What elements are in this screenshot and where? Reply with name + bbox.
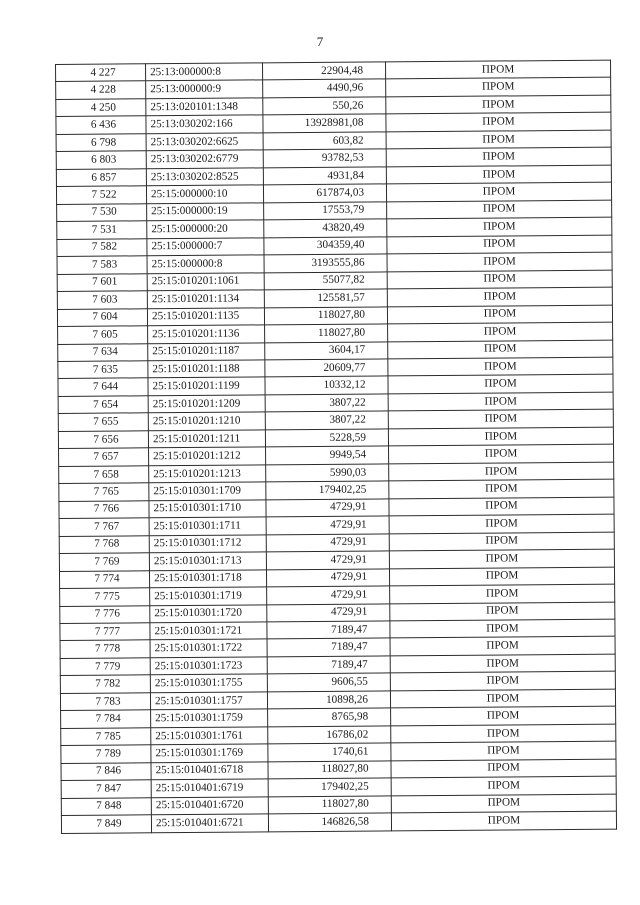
category-cell: ПРОМ [386, 113, 611, 132]
cadastral-number-cell: 25:15:010301:1718 [149, 569, 266, 587]
cadastral-number-cell: 25:15:000000:8 [147, 255, 264, 273]
category-cell: ПРОМ [386, 78, 611, 97]
row-number-cell: 7 767 [59, 518, 149, 536]
row-number-cell: 6 857 [56, 169, 146, 187]
category-cell: ПРОМ [388, 375, 613, 394]
value-cell: 118027,80 [268, 761, 391, 779]
value-cell: 146826,58 [268, 813, 391, 831]
row-number-cell: 6 803 [56, 151, 146, 169]
category-cell: ПРОМ [388, 410, 613, 429]
row-number-cell: 7 656 [58, 431, 148, 449]
category-cell: ПРОМ [388, 392, 613, 411]
cadastral-number-cell: 25:15:010401:6720 [151, 797, 268, 815]
cadastral-number-cell: 25:13:030202:6625 [146, 133, 263, 151]
row-number-cell: 7 657 [59, 448, 149, 466]
category-cell: ПРОМ [387, 305, 612, 324]
row-number-cell: 7 779 [60, 658, 150, 676]
value-cell: 4729,91 [266, 499, 389, 517]
table-body [56, 60, 617, 833]
row-number-cell: 7 766 [59, 500, 149, 518]
value-cell: 5228,59 [265, 429, 388, 447]
row-number-cell: 7 783 [60, 693, 150, 711]
category-cell: ПРОМ [387, 235, 612, 254]
row-number-cell: 7 777 [60, 623, 150, 641]
cadastral-number-cell: 25:13:000000:9 [146, 80, 263, 98]
row-number-cell: 7 769 [59, 553, 149, 571]
value-cell: 304359,40 [264, 237, 387, 255]
category-cell: ПРОМ [391, 724, 616, 743]
cadastral-number-cell: 25:15:010301:1755 [150, 674, 267, 692]
value-cell: 9606,55 [267, 673, 390, 691]
cadastral-number-cell: 25:15:010301:1709 [149, 482, 266, 500]
category-cell: ПРОМ [389, 462, 614, 481]
cadastral-number-cell: 25:15:010301:1759 [151, 709, 268, 727]
row-number-cell: 7 778 [60, 640, 150, 658]
category-cell: ПРОМ [390, 584, 615, 603]
category-cell: ПРОМ [389, 532, 614, 551]
document-table-wrapper [55, 60, 616, 834]
category-cell: ПРОМ [391, 706, 616, 725]
row-number-cell: 7 582 [57, 238, 147, 256]
row-number-cell: 7 655 [58, 413, 148, 431]
cadastral-number-cell: 25:13:020101:1348 [146, 98, 263, 116]
row-number-cell: 7 605 [58, 326, 148, 344]
value-cell: 9949,54 [266, 446, 389, 464]
category-cell: ПРОМ [391, 811, 616, 830]
category-cell: ПРОМ [390, 619, 615, 638]
cadastral-number-cell: 25:13:030202:8525 [146, 168, 263, 186]
row-number-cell: 7 785 [61, 728, 151, 746]
row-number-cell: 6 436 [56, 116, 146, 134]
row-number-cell: 7 768 [59, 535, 149, 553]
value-cell: 3807,22 [265, 394, 388, 412]
cadastral-number-cell: 25:13:030202:6779 [146, 150, 263, 168]
value-cell: 93782,53 [263, 149, 386, 167]
cadastral-number-cell: 25:15:010201:1188 [148, 360, 265, 378]
row-number-cell: 7 789 [61, 745, 151, 763]
row-number-cell: 7 531 [57, 221, 147, 239]
category-cell: ПРОМ [390, 637, 615, 656]
cadastral-number-cell: 25:15:000000:20 [147, 220, 264, 238]
row-number-cell: 7 634 [58, 343, 148, 361]
cadastral-number-cell: 25:15:000000:7 [147, 238, 264, 256]
cadastral-number-cell: 25:15:010401:6719 [151, 779, 268, 797]
value-cell: 43820,49 [264, 219, 387, 237]
value-cell: 5990,03 [266, 464, 389, 482]
value-cell: 3604,17 [265, 341, 388, 359]
cadastral-number-cell: 25:15:010201:1136 [148, 325, 265, 343]
value-cell: 55077,82 [264, 272, 387, 290]
value-cell: 3807,22 [265, 411, 388, 429]
row-number-cell: 4 250 [56, 99, 146, 117]
value-cell: 8765,98 [268, 708, 391, 726]
category-cell: ПРОМ [391, 759, 616, 778]
value-cell: 118027,80 [268, 796, 391, 814]
row-number-cell: 7 776 [60, 605, 150, 623]
category-cell: ПРОМ [389, 479, 614, 498]
category-cell: ПРОМ [387, 270, 612, 289]
category-cell: ПРОМ [390, 672, 615, 691]
cadastral-number-cell: 25:15:010301:1713 [149, 552, 266, 570]
category-cell: ПРОМ [389, 444, 614, 463]
cadastral-number-cell: 25:15:010201:1061 [147, 272, 264, 290]
row-number-cell: 7 644 [58, 378, 148, 396]
row-number-cell: 7 784 [61, 710, 151, 728]
cadastral-number-cell: 25:15:010301:1757 [150, 692, 267, 710]
cadastral-number-cell: 25:15:010301:1769 [151, 744, 268, 762]
cadastral-number-cell: 25:15:010201:1199 [148, 377, 265, 395]
cadastral-number-cell: 25:15:010201:1135 [147, 307, 264, 325]
row-number-cell: 7 774 [59, 570, 149, 588]
value-cell: 10898,26 [267, 691, 390, 709]
cadastral-number-cell: 25:15:010301:1720 [150, 604, 267, 622]
value-cell: 4931,84 [263, 167, 386, 185]
category-cell: ПРОМ [386, 95, 611, 114]
value-cell: 16786,02 [268, 726, 391, 744]
row-number-cell: 7 604 [57, 308, 147, 326]
row-number-cell: 7 847 [61, 780, 151, 798]
value-cell: 13928981,08 [263, 114, 386, 132]
table-row [61, 811, 616, 833]
cadastral-number-cell: 25:15:010301:1761 [151, 727, 268, 745]
value-cell: 7189,47 [267, 638, 390, 656]
category-cell: ПРОМ [389, 549, 614, 568]
value-cell: 4729,91 [266, 516, 389, 534]
value-cell: 4729,91 [266, 534, 389, 552]
row-number-cell: 7 782 [60, 675, 150, 693]
category-cell: ПРОМ [387, 200, 612, 219]
category-cell: ПРОМ [389, 497, 614, 516]
row-number-cell: 7 775 [60, 588, 150, 606]
row-number-cell: 7 635 [58, 361, 148, 379]
category-cell: ПРОМ [390, 689, 615, 708]
value-cell: 4729,91 [267, 586, 390, 604]
value-cell: 179402,25 [266, 481, 389, 499]
category-cell: ПРОМ [386, 165, 611, 184]
cadastral-number-cell: 25:15:010201:1210 [148, 412, 265, 430]
value-cell: 118027,80 [265, 324, 388, 342]
cadastral-number-cell: 25:15:010301:1710 [149, 500, 266, 518]
row-number-cell: 6 798 [56, 134, 146, 152]
category-cell: ПРОМ [387, 217, 612, 236]
cadastral-number-cell: 25:15:010301:1723 [150, 657, 267, 675]
value-cell: 603,82 [263, 132, 386, 150]
category-cell: ПРОМ [385, 60, 610, 79]
row-number-cell: 7 601 [57, 273, 147, 291]
category-cell: ПРОМ [387, 252, 612, 271]
cadastral-number-cell: 25:15:010301:1722 [150, 639, 267, 657]
category-cell: ПРОМ [390, 654, 615, 673]
category-cell: ПРОМ [388, 340, 613, 359]
row-number-cell: 7 603 [57, 291, 147, 309]
cadastral-number-cell: 25:15:010201:1213 [149, 465, 266, 483]
row-number-cell: 7 849 [61, 815, 151, 833]
page-number: 7 [316, 34, 324, 49]
cadastral-number-cell: 25:15:010201:1209 [148, 395, 265, 413]
cadastral-number-cell: 25:15:010301:1721 [150, 622, 267, 640]
category-cell: ПРОМ [390, 602, 615, 621]
value-cell: 10332,12 [265, 376, 388, 394]
cadastral-number-cell: 25:15:010301:1711 [149, 517, 266, 535]
row-number-cell: 7 654 [58, 396, 148, 414]
row-number-cell: 4 227 [56, 64, 146, 82]
cadastral-number-cell: 25:15:010301:1719 [150, 587, 267, 605]
category-cell: ПРОМ [386, 182, 611, 201]
cadastral-number-cell: 25:15:010301:1712 [149, 535, 266, 553]
value-cell: 118027,80 [264, 306, 387, 324]
cadastral-number-cell: 25:15:000000:10 [146, 185, 263, 203]
value-cell: 4729,91 [266, 568, 389, 586]
value-cell: 7189,47 [267, 656, 390, 674]
category-cell: ПРОМ [386, 147, 611, 166]
row-number-cell: 7 583 [57, 256, 147, 274]
cadastral-number-cell: 25:15:010401:6721 [151, 814, 268, 832]
row-number-cell: 7 846 [61, 763, 151, 781]
cadastral-number-cell: 25:15:010401:6718 [151, 762, 268, 780]
value-cell: 7189,47 [267, 621, 390, 639]
value-cell: 22904,48 [262, 62, 385, 80]
value-cell: 4490,96 [263, 79, 386, 97]
cadastral-number-cell: 25:13:030202:166 [146, 115, 263, 133]
cadastral-number-cell: 25:13:000000:8 [146, 63, 263, 81]
category-cell: ПРОМ [389, 514, 614, 533]
row-number-cell: 7 530 [57, 204, 147, 222]
category-cell: ПРОМ [388, 357, 613, 376]
value-cell: 20609,77 [265, 359, 388, 377]
category-cell: ПРОМ [391, 794, 616, 813]
category-cell: ПРОМ [389, 567, 614, 586]
row-number-cell: 7 765 [59, 483, 149, 501]
row-number-cell: 7 658 [59, 466, 149, 484]
cadastral-number-cell: 25:15:010201:1211 [148, 430, 265, 448]
value-cell: 125581,57 [264, 289, 387, 307]
value-cell: 4729,91 [267, 603, 390, 621]
row-number-cell: 7 522 [56, 186, 146, 204]
value-cell: 3193555,86 [264, 254, 387, 272]
cadastral-number-cell: 25:15:000000:19 [147, 203, 264, 221]
category-cell: ПРОМ [391, 776, 616, 795]
value-cell: 617874,03 [263, 184, 386, 202]
cadastral-table [55, 60, 617, 834]
category-cell: ПРОМ [388, 322, 613, 341]
value-cell: 550,26 [263, 97, 386, 115]
row-number-cell: 4 228 [56, 81, 146, 99]
value-cell: 17553,79 [264, 202, 387, 220]
value-cell: 179402,25 [268, 778, 391, 796]
category-cell: ПРОМ [387, 287, 612, 306]
cadastral-number-cell: 25:15:010201:1187 [148, 342, 265, 360]
value-cell: 4729,91 [266, 551, 389, 569]
category-cell: ПРОМ [388, 427, 613, 446]
value-cell: 1740,61 [268, 743, 391, 761]
cadastral-number-cell: 25:15:010201:1134 [147, 290, 264, 308]
category-cell: ПРОМ [391, 741, 616, 760]
category-cell: ПРОМ [386, 130, 611, 149]
row-number-cell: 7 848 [61, 797, 151, 815]
cadastral-number-cell: 25:15:010201:1212 [149, 447, 266, 465]
